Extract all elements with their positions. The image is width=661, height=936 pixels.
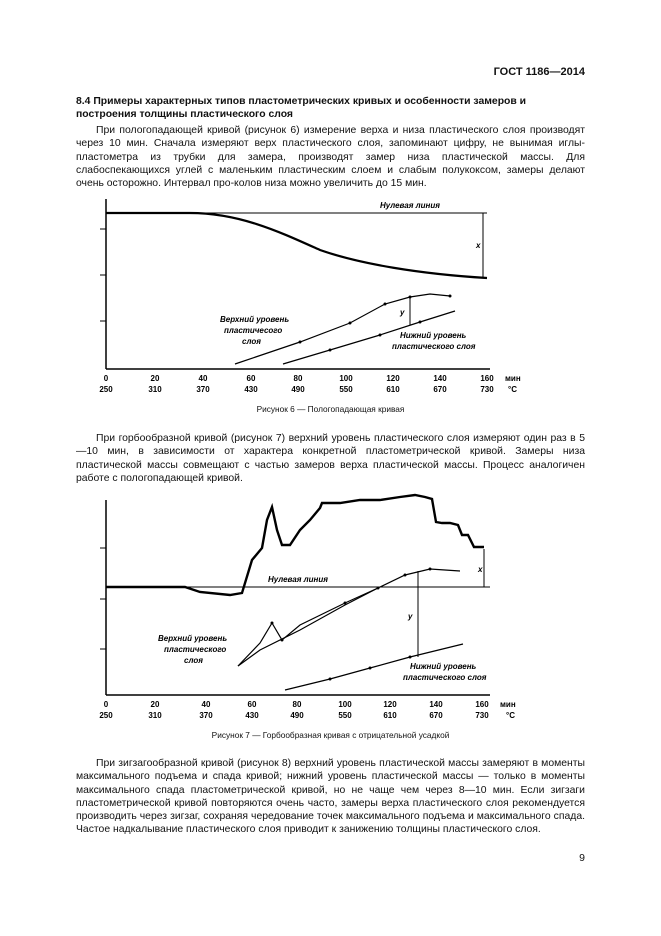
fig6-tick-temp: 310 — [148, 385, 162, 394]
fig6-tick-temp: 730 — [480, 385, 494, 394]
fig7-tick-min: 160 — [475, 700, 489, 709]
fig7-upper-label: пластического — [164, 645, 227, 654]
fig7-tick-temp: 610 — [383, 711, 397, 720]
fig6-point — [449, 295, 452, 298]
fig7-zero-label: Нулевая линия — [268, 575, 328, 584]
fig6-lower-label: Нижний уровень — [400, 331, 467, 340]
fig7-tick-temp: 550 — [338, 711, 352, 720]
fig7-point — [329, 678, 332, 681]
fig7-point — [409, 656, 412, 659]
fig7-tick-temp: 310 — [148, 711, 162, 720]
fig6-ticks — [99, 374, 521, 394]
fig6-x-label: x — [476, 241, 481, 250]
paragraph-2: При горбообразной кривой (рисунок 7) верхний уровень пластического слоя измеряют один раз в 5—10 мин, в зависимости от характера конкретной пластометрической кривой. Замеры низа пластической массы совмещают с частью замеров верха пластической массы. Процесс аналогичен работе с пологопадающей кривой. — [76, 433, 585, 484]
fig6-point — [384, 303, 387, 306]
fig7-x-label: x — [478, 565, 483, 574]
fig7-tick-temp: 370 — [199, 711, 213, 720]
fig6-tick-temp: 250 — [99, 385, 113, 394]
fig7-lower-label: Нижний уровень — [410, 662, 477, 671]
fig6-tick-min: 100 — [339, 374, 353, 383]
fig7-point — [281, 639, 284, 642]
fig7-point — [344, 602, 347, 605]
fig6-tick-temp: 610 — [386, 385, 400, 394]
fig7-ticks — [99, 700, 516, 720]
fig6-unit-temp: °С — [508, 385, 517, 394]
fig6-tick-min: 20 — [150, 374, 160, 383]
fig6-tick-min: 40 — [198, 374, 208, 383]
fig7-tick-min: 0 — [103, 700, 109, 709]
fig6-unit-min: мин — [505, 374, 521, 383]
fig6-tick-min: 60 — [246, 374, 256, 383]
fig7-tick-temp: 730 — [475, 711, 489, 720]
fig6-zero-label: Нулевая линия — [380, 201, 440, 210]
paragraph-1: При пологопадающей кривой (рисунок 6) измерение верха и низа пластического слоя производят через 10 мин. Сначала измеряют верх пластического слоя, запоминают цифру, не вынимая иглы-пластометра из трубки для замера, производят замер низа пластической массы. Для слабоспекающихся углей с маленьким пластическим слоем и слабым полукоксом, замеры делают очень осторожно. Интервал про-колов низа можно увеличить до 15 мин. — [76, 125, 585, 190]
fig6-tick-min: 80 — [293, 374, 303, 383]
fig6-point — [409, 296, 412, 299]
figure-6-caption: Рисунок 6 — Пологопадающая кривая — [256, 404, 405, 414]
fig6-upper-label: слоя — [242, 337, 261, 346]
fig6-tick-min: 0 — [103, 374, 109, 383]
fig7-tick-temp: 430 — [245, 711, 259, 720]
fig7-point — [404, 574, 407, 577]
fig7-point — [377, 587, 380, 590]
paragraph-3: При зигзагообразной кривой (рисунок 8) верхний уровень пластической массы замеряют в моменты максимального подъема и спада кривой; нижний уровень пластической массы — только в моменты максимального спада пластометрической кривой, но не чаще чем через 8—10 мин. Если зигзаги пластометрической кривой повторяются очень часто, замеры верха пластического слоя рекомендуется производить через зигзаг, сохраняя чередование точек максимального подъема и максимального спада. Частое надкалывание пластического слоя приводит к занижению толщины пластического слоя. — [76, 758, 585, 836]
fig7-y-label: y — [408, 612, 413, 621]
fig6-tick-min: 140 — [433, 374, 447, 383]
fig7-tick-min: 80 — [292, 700, 302, 709]
fig6-tick-temp: 670 — [433, 385, 447, 394]
fig6-lower-label: пластического слоя — [392, 342, 476, 351]
figure-7-caption: Рисунок 7 — Горбообразная кривая с отрицательной усадкой — [211, 730, 450, 740]
fig7-tick-min: 40 — [201, 700, 211, 709]
fig6-upper-label: Верхний уровень — [220, 315, 290, 324]
fig6-tick-temp: 490 — [291, 385, 305, 394]
fig7-upper-label: слоя — [184, 656, 203, 665]
fig6-tick-min: 160 — [480, 374, 494, 383]
fig7-tick-temp: 490 — [290, 711, 304, 720]
fig7-point — [271, 622, 274, 625]
fig6-tick-min: 120 — [386, 374, 400, 383]
fig6-upper-label: пластичесого — [224, 326, 283, 335]
page-number: 9 — [579, 852, 585, 864]
standard-header: ГОСТ 1186—2014 — [493, 66, 585, 78]
section-title: 8.4 Примеры характерных типов пластометрических кривых и особенности замеров и построения толщины пластического слоя — [76, 96, 527, 120]
fig7-tick-min: 20 — [150, 700, 160, 709]
fig7-points — [271, 568, 432, 681]
fig7-tick-min: 100 — [338, 700, 352, 709]
fig6-tick-temp: 550 — [339, 385, 353, 394]
fig6-plastometric-curve — [106, 213, 487, 278]
fig7-tick-min: 120 — [383, 700, 397, 709]
fig6-tick-temp: 370 — [196, 385, 210, 394]
fig7-lower-label: пластического слоя — [403, 673, 487, 682]
fig7-tick-min: 140 — [429, 700, 443, 709]
fig7-tick-temp: 250 — [99, 711, 113, 720]
fig7-tick-min: 60 — [247, 700, 257, 709]
fig7-unit-temp: °С — [506, 711, 515, 720]
fig6-y-label: y — [400, 308, 405, 317]
fig7-upper-label: Верхний уровень — [158, 634, 228, 643]
fig6-point — [349, 322, 352, 325]
fig7-upper-level-fit — [238, 588, 378, 666]
fig7-point — [429, 568, 432, 571]
fig6-point — [329, 349, 332, 352]
fig6-tick-temp: 430 — [244, 385, 258, 394]
fig7-tick-temp: 670 — [429, 711, 443, 720]
fig6-point — [419, 321, 422, 324]
fig7-unit-min: мин — [500, 700, 516, 709]
fig6-point — [299, 341, 302, 344]
fig7-point — [369, 667, 372, 670]
fig6-point — [379, 334, 382, 337]
